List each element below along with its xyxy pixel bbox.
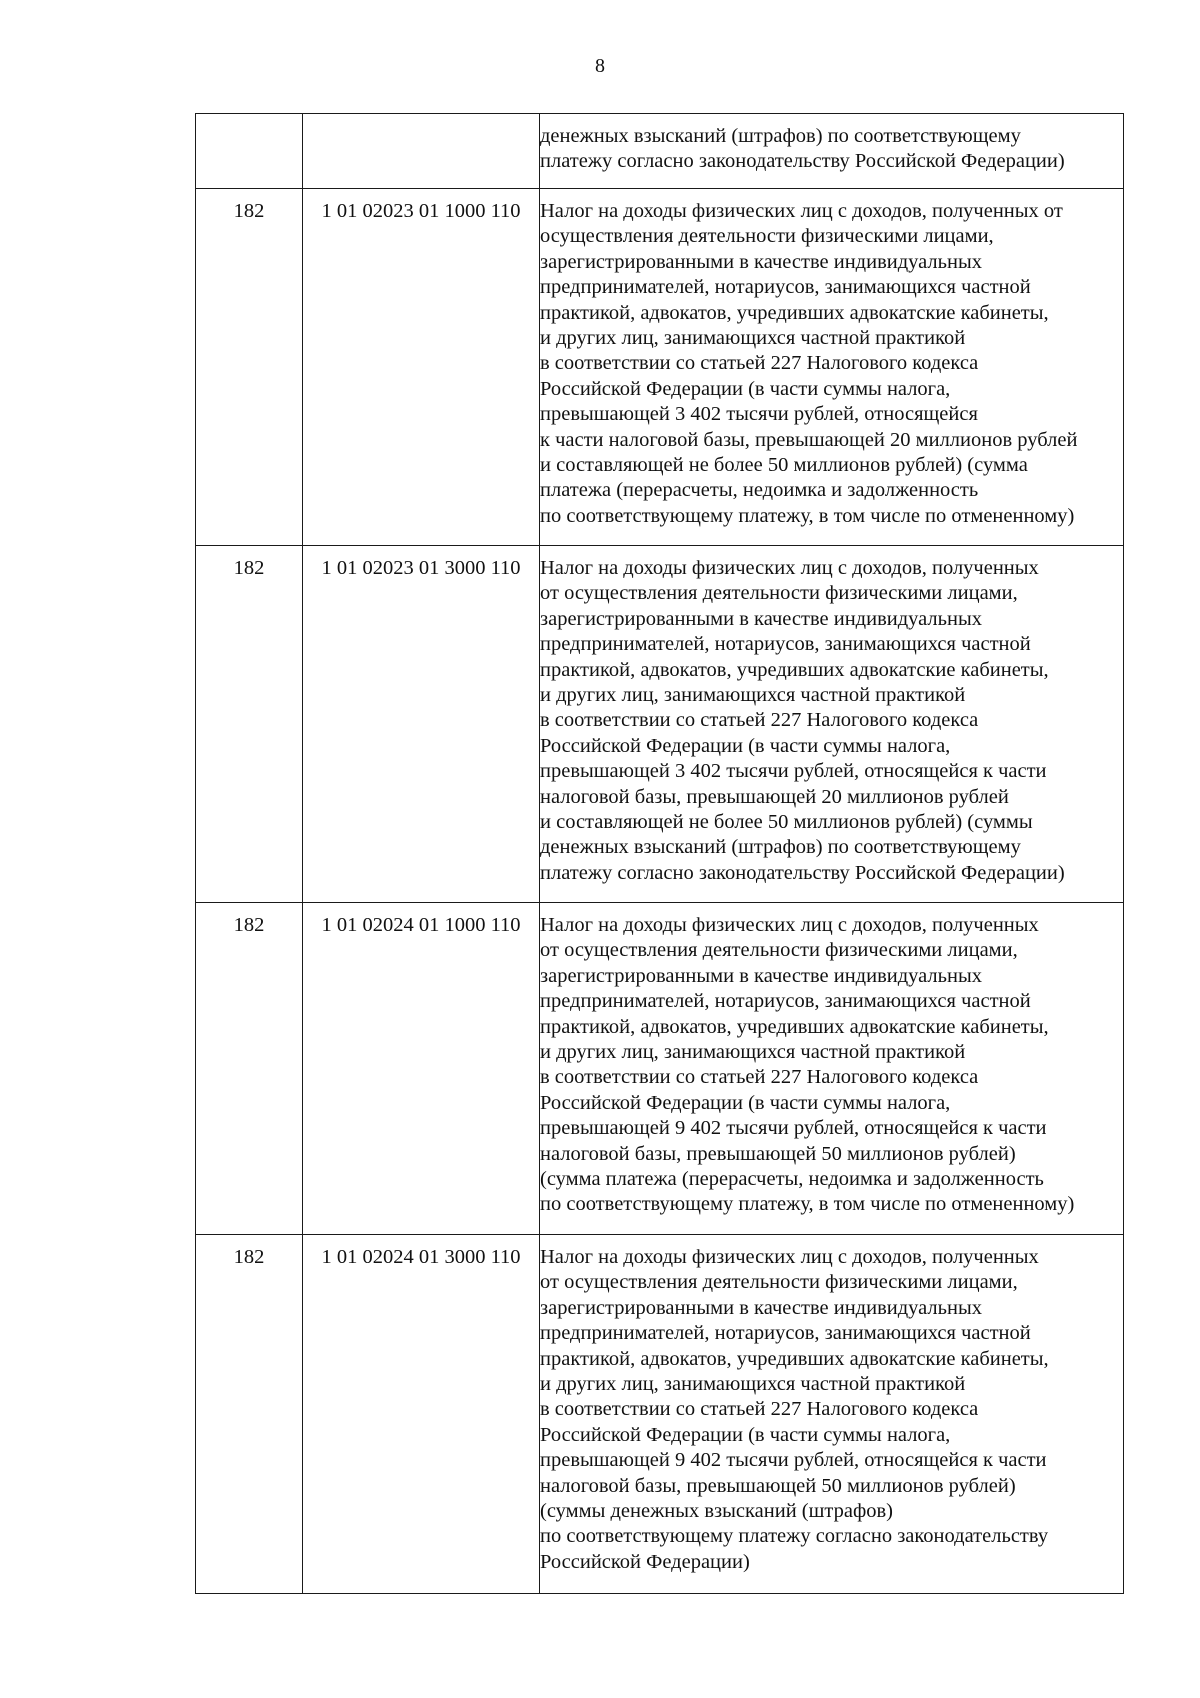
description-line: платежа (перерасчеты, недоимка и задолженность bbox=[540, 479, 979, 502]
description-line: налоговой базы, превышающей 50 миллионов рублей) bbox=[540, 1474, 1016, 1497]
description-line: Российской Федерации) bbox=[540, 1550, 750, 1573]
table-row bbox=[196, 189, 1124, 546]
description-line: по соответствующему платежу, в том числе по отмененному) bbox=[540, 504, 1075, 527]
description-line: зарегистрированными в качестве индивидуальных bbox=[540, 250, 982, 273]
description-line: превышающей 3 402 тысячи рублей, относящейся bbox=[540, 403, 978, 426]
description-line: и других лиц, занимающихся частной практикой bbox=[540, 684, 966, 707]
description-line: (суммы денежных взысканий (штрафов) bbox=[540, 1500, 894, 1523]
description-line: превышающей 3 402 тысячи рублей, относящейся к части bbox=[540, 760, 1047, 783]
description-line: Российской Федерации (в части суммы налога, bbox=[540, 377, 951, 400]
description-line: от осуществления деятельности физическими лицами, bbox=[540, 1271, 1018, 1294]
description-line: практикой, адвокатов, учредивших адвокатские кабинеты, bbox=[540, 1015, 1049, 1038]
description-line: по соответствующему платежу, в том числе по отмененному) bbox=[540, 1193, 1075, 1216]
description-line: денежных взысканий (штрафов) по соответствующему bbox=[540, 836, 1021, 859]
description-line: зарегистрированными в качестве индивидуальных bbox=[540, 607, 982, 630]
description-line: предпринимателей, нотариусов, занимающихся частной bbox=[540, 276, 1031, 299]
page-number: 8 bbox=[595, 55, 605, 77]
description-cell bbox=[540, 546, 1124, 903]
admin-code-cell: 182 bbox=[196, 189, 303, 546]
description-line: в соответствии со статьей 227 Налогового кодекса bbox=[540, 352, 979, 375]
description-line: и других лиц, занимающихся частной практикой bbox=[540, 1041, 966, 1064]
description-line: в соответствии со статьей 227 Налогового кодекса bbox=[540, 709, 979, 732]
table-row bbox=[196, 1235, 1124, 1594]
admin-code-cell: 182 bbox=[196, 546, 303, 903]
description-line: зарегистрированными в качестве индивидуальных bbox=[540, 1296, 982, 1319]
description-line: от осуществления деятельности физическими лицами, bbox=[540, 939, 1018, 962]
description-line: платежу согласно законодательству Российской Федерации) bbox=[540, 861, 1065, 884]
description-line: превышающей 9 402 тысячи рублей, относящейся к части bbox=[540, 1117, 1047, 1140]
description-line: Российской Федерации (в части суммы налога, bbox=[540, 734, 951, 757]
table-row bbox=[196, 114, 1124, 189]
description-line: (сумма платежа (перерасчеты, недоимка и задолженность bbox=[540, 1168, 1044, 1191]
description-line: практикой, адвокатов, учредивших адвокатские кабинеты, bbox=[540, 301, 1049, 324]
table-body bbox=[196, 114, 1124, 1594]
description-line: зарегистрированными в качестве индивидуальных bbox=[540, 964, 982, 987]
description-line: налоговой базы, превышающей 20 миллионов рублей bbox=[540, 785, 1009, 808]
kbk-code-cell: 1 01 02024 01 3000 110 bbox=[303, 1235, 540, 1594]
admin-code-cell: 182 bbox=[196, 1235, 303, 1594]
budget-classification-table bbox=[195, 113, 1124, 1594]
description-cell bbox=[540, 1235, 1124, 1594]
description-line: практикой, адвокатов, учредивших адвокатские кабинеты, bbox=[540, 1347, 1049, 1370]
description-line: Налог на доходы физических лиц с доходов, полученных от bbox=[540, 200, 1063, 222]
description-line: предпринимателей, нотариусов, занимающихся частной bbox=[540, 633, 1031, 656]
description-line: налоговой базы, превышающей 50 миллионов рублей) bbox=[540, 1142, 1016, 1165]
description-line: Налог на доходы физических лиц с доходов, полученных bbox=[540, 1246, 1039, 1268]
description-line: предпринимателей, нотариусов, занимающихся частной bbox=[540, 990, 1031, 1013]
description-line: предпринимателей, нотариусов, занимающихся частной bbox=[540, 1322, 1031, 1345]
description-line: от осуществления деятельности физическими лицами, bbox=[540, 582, 1018, 605]
description-line: Российской Федерации (в части суммы налога, bbox=[540, 1423, 951, 1446]
description-line: и составляющей не более 50 миллионов рублей) (сумма bbox=[540, 454, 1028, 477]
description-line: и других лиц, занимающихся частной практикой bbox=[540, 1373, 966, 1396]
kbk-code-cell: 1 01 02023 01 3000 110 bbox=[303, 546, 540, 903]
admin-code-cell: 182 bbox=[196, 903, 303, 1235]
table-row bbox=[196, 903, 1124, 1235]
description-line: осуществления деятельности физическими лицами, bbox=[540, 225, 994, 248]
description-line: превышающей 9 402 тысячи рублей, относящейся к части bbox=[540, 1449, 1047, 1472]
description-line: практикой, адвокатов, учредивших адвокатские кабинеты, bbox=[540, 658, 1049, 681]
table-row bbox=[196, 546, 1124, 903]
admin-code-cell bbox=[196, 114, 303, 189]
description-cell bbox=[540, 114, 1124, 189]
description-line: по соответствующему платежу согласно законодательству bbox=[540, 1525, 1049, 1548]
description-cell bbox=[540, 189, 1124, 546]
description-line: и составляющей не более 50 миллионов рублей) (суммы bbox=[540, 811, 1033, 834]
description-line: в соответствии со статьей 227 Налогового кодекса bbox=[540, 1398, 979, 1421]
description-line: к части налоговой базы, превышающей 20 миллионов рублей bbox=[540, 428, 1078, 451]
description-line: Налог на доходы физических лиц с доходов, полученных bbox=[540, 557, 1039, 579]
description-cell bbox=[540, 903, 1124, 1235]
description-line: Российской Федерации (в части суммы налога, bbox=[540, 1091, 951, 1114]
description-line: и других лиц, занимающихся частной практикой bbox=[540, 327, 966, 350]
kbk-code-cell: 1 01 02024 01 1000 110 bbox=[303, 903, 540, 1235]
kbk-code-cell: 1 01 02023 01 1000 110 bbox=[303, 189, 540, 546]
description-line: денежных взысканий (штрафов) по соответствующему bbox=[540, 125, 1021, 147]
description-line: в соответствии со статьей 227 Налогового кодекса bbox=[540, 1066, 979, 1089]
description-line: Налог на доходы физических лиц с доходов, полученных bbox=[540, 914, 1039, 936]
kbk-code-cell bbox=[303, 114, 540, 189]
description-line: платежу согласно законодательству Российской Федерации) bbox=[540, 150, 1065, 173]
